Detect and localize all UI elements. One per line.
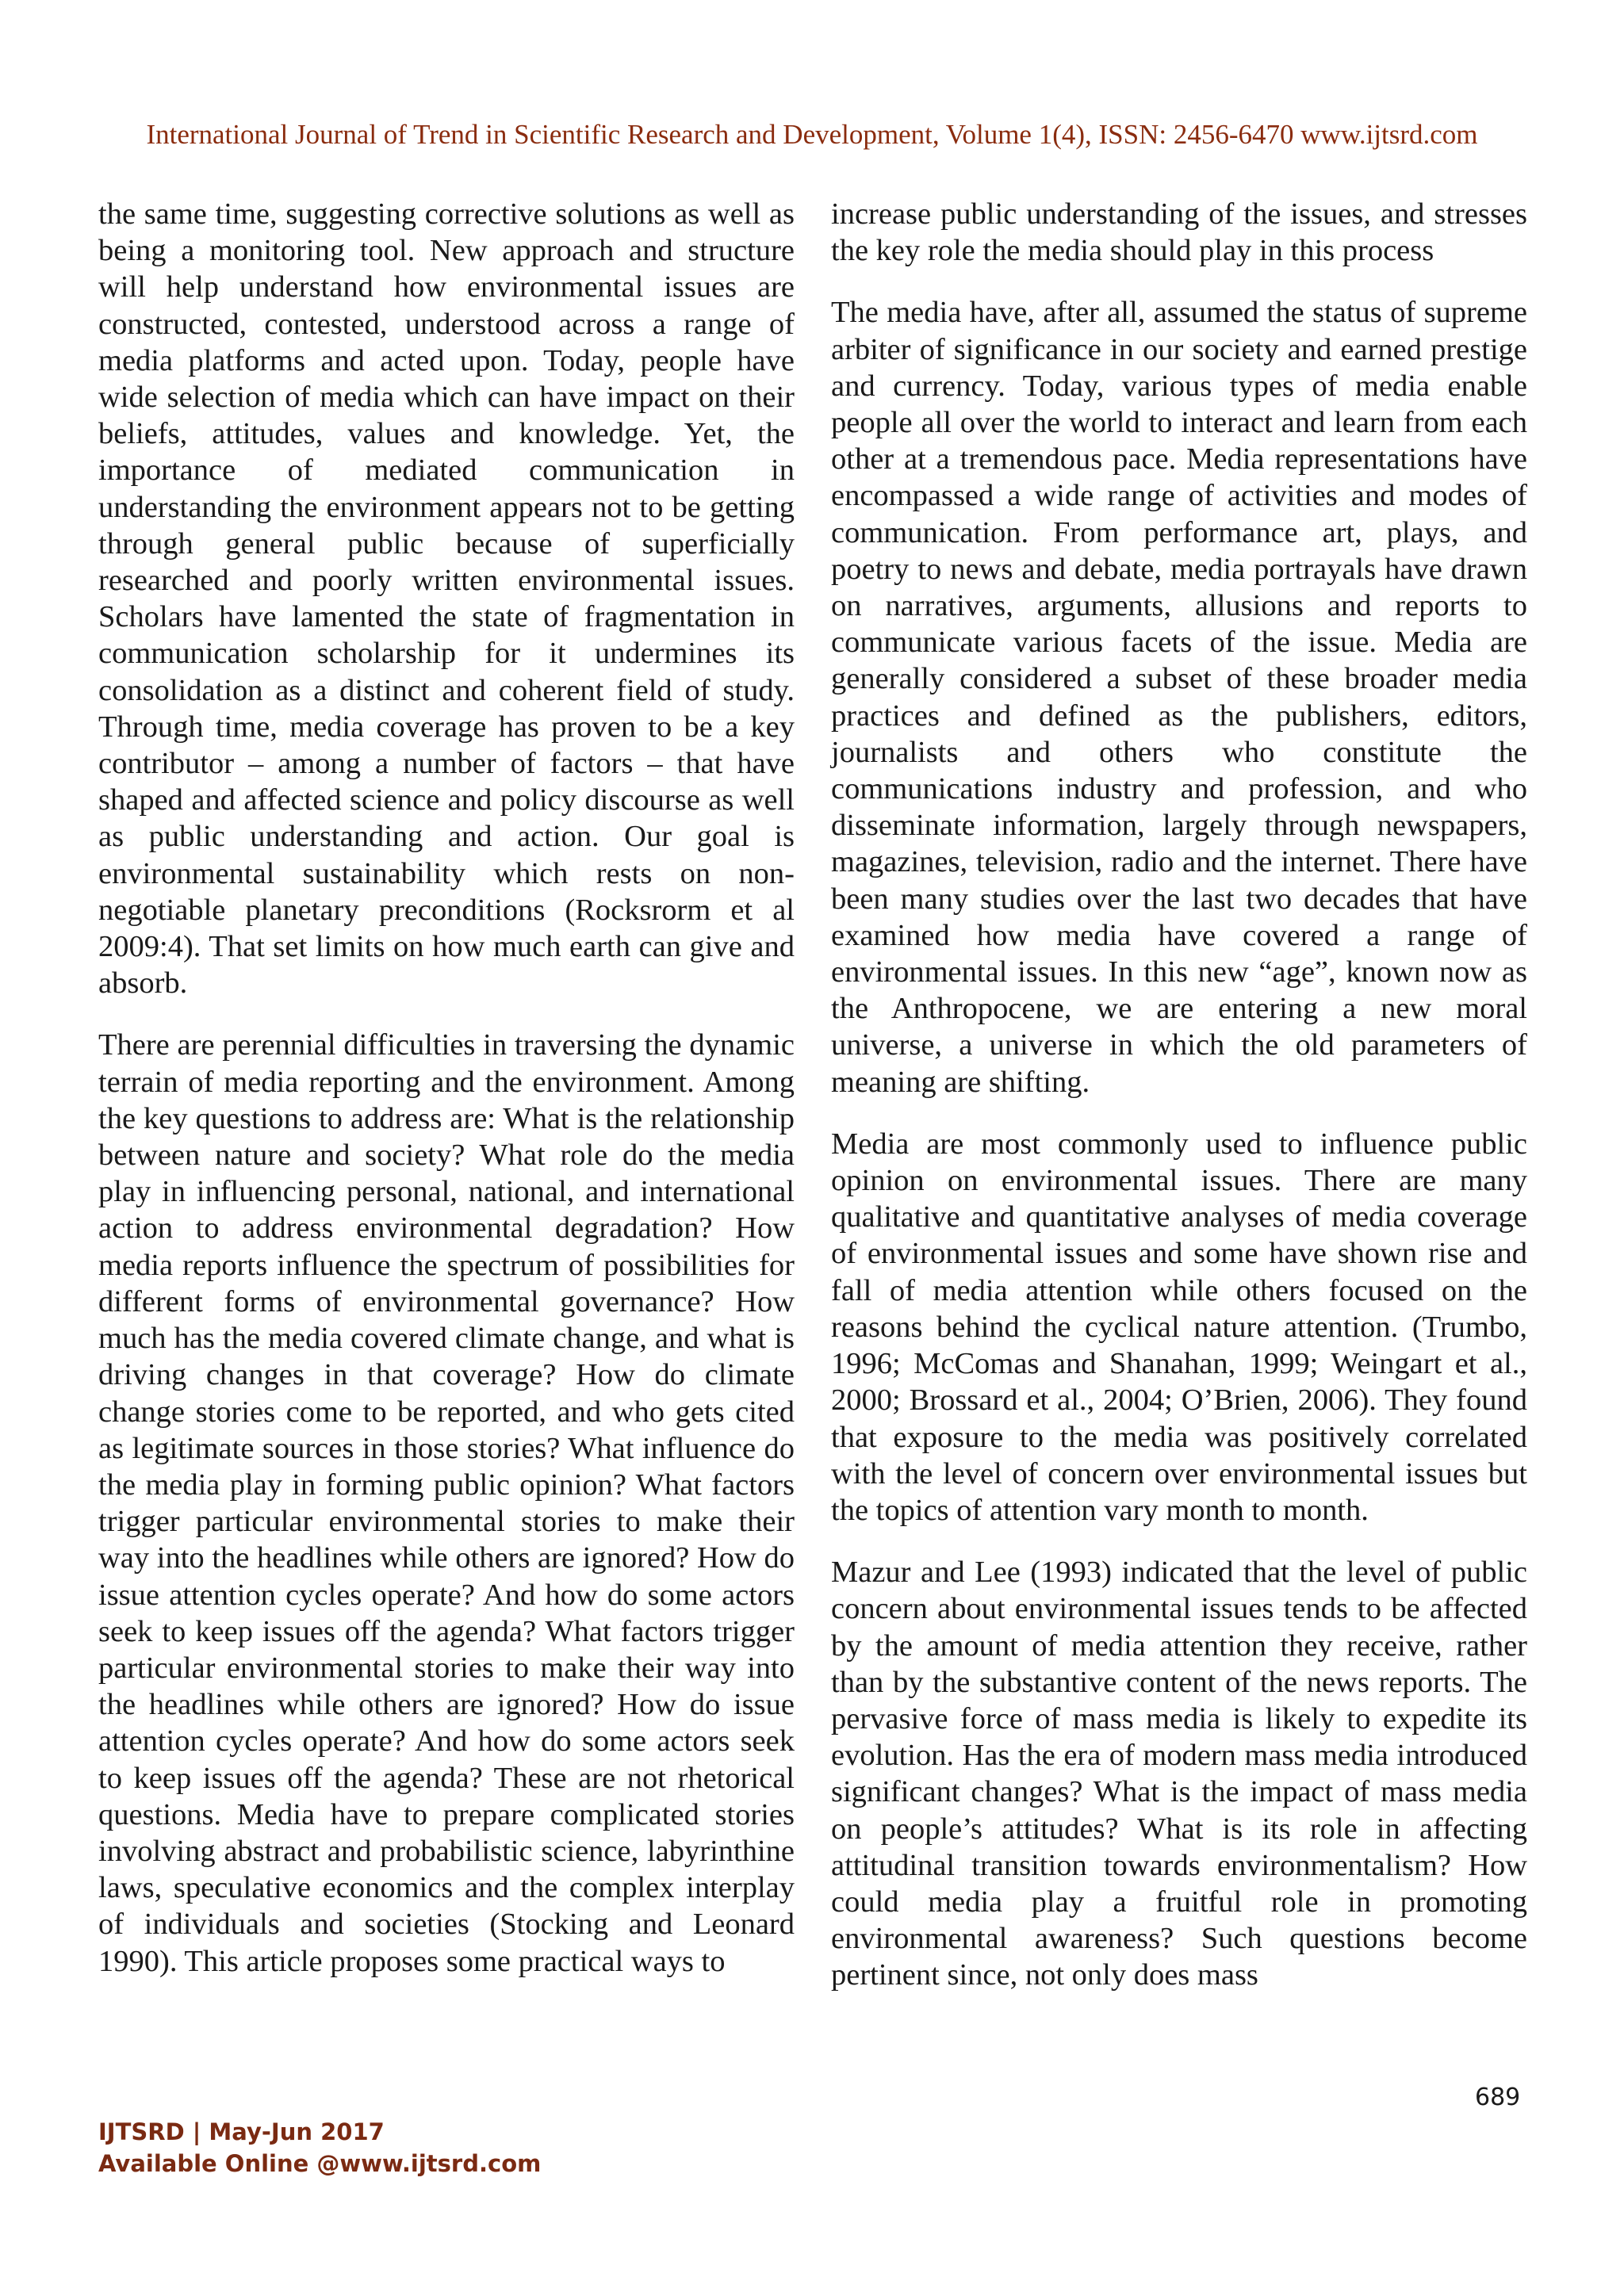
paragraph: The media have, after all, assumed the status of supreme arbiter of significance in our society and earned prestige and currency. Today, various types of media enable people all over the world to interact and learn from each other at a tremendous pace. Media representations have encompassed a wide range of activities and modes of communication. From performance art, plays, and poetry to news and debate, media portrayals have drawn on narratives, arguments, allusions and reports to communicate various facets of the issue. Media are generally considered a subset of these broader media practices and defined as the publishers, editors, journalists and others who constitute the communications industry and profession, and who disseminate information, largely through newspapers, magazines, television, radio and the internet. There have been many studies over the last two decades that have examined how media have covered a range of environmental issues. In this new “age”, known now as the Anthropocene, we are entering a new moral universe, a universe in which the old parameters of meaning are shifting.: [831, 296, 1527, 1099]
paragraph: Media are most commonly used to influence public opinion on environmental issues. There are many qualitative and quantitative analyses of media coverage of environmental issues and some have shown rise and fall of media attention while others focused on the reasons behind the cyclical nature attention. (Trumbo, 1996; McComas and Shanahan, 1999; Weingart et al., 2000; Brossard et al., 2004; O’Brien, 2006). They found that exposure to the media was positively correlated with the level of concern over environmental issues but the topics of attention vary month to month.: [831, 1127, 1527, 1527]
page-number: 689: [1475, 2084, 1521, 2111]
right-column: [831, 196, 1527, 2019]
footer-available-online: Available Online @www.ijtsrd.com: [98, 2150, 542, 2177]
paragraph: There are perennial difficulties in traversing the dynamic terrain of media reporting and the environment. Among the key questions to address are: What is the relationship between nature and society? What role do the media play in influencing personal, national, and international action to address environmental degradation? How media reports influence the spectrum of possibilities for different forms of environmental governance? How much has the media covered climate change, and what is driving changes in that coverage? How do climate change stories come to be reported, and who gets cited as legitimate sources in those stories? What influence do the media play in forming public opinion? What factors trigger particular environmental stories to make their way into the headlines while others are ignored? How do issue attention cycles operate? And how do some actors seek to keep issues off the agenda? What factors trigger particular environmental stories to make their way into the headlines while others are ignored? How do issue attention cycles operate? And how do some actors seek to keep issues off the agenda? These are not rhetorical questions. Media have to prepare complicated stories involving abstract and probabilistic science, labyrinthine laws, speculative economics and the complex interplay of individuals and societies (Stocking and Leonard 1990). This article proposes some practical ways to: [98, 1028, 795, 1978]
paragraph: increase public understanding of the issues, and stresses the key role the media should play in this process: [831, 197, 1527, 268]
paragraph: the same time, suggesting corrective solutions as well as being a monitoring tool. New approach and structure will help understand how environmental issues are constructed, contested, understood across a range of media platforms and acted upon. Today, people have wide selection of media which can have impact on their beliefs, attitudes, values and knowledge. Yet, the importance of mediated communication in understanding the environment appears not to be getting through general public because of superficially researched and poorly written environmental issues. Scholars have lamented the state of fragmentation in communication scholarship for it undermines its consolidation as a distinct and coherent field of study. Through time, media coverage has proven to be a key contributor – among a number of factors – that have shaped and affected science and policy discourse as well as public understanding and action. Our goal is environmental sustainability which rests on non-negotiable planetary preconditions (Rocksrorm et al 2009:4). That set limits on how much earth can give and absorb.: [98, 197, 795, 1001]
footer-issue: IJTSRD | May-Jun 2017: [98, 2118, 385, 2145]
running-header: International Journal of Trend in Scientific Research and Development, Volume 1(4), ISSN: 2456-6470 www.ijtsrd.com: [146, 119, 1478, 150]
left-column: [98, 196, 795, 2005]
paragraph: Mazur and Lee (1993) indicated that the level of public concern about environmental issues tends to be affected by the amount of media attention they receive, rather than by the substantive content of the news reports. The pervasive force of mass media is likely to expedite its evolution. Has the era of modern mass media introduced significant changes? What is the impact of mass media on people’s attitudes? What is its role in affecting attitudinal transition towards environmentalism? How could media play a fruitful role in promoting environmental awareness? Such questions become pertinent since, not only does mass: [831, 1556, 1527, 1992]
